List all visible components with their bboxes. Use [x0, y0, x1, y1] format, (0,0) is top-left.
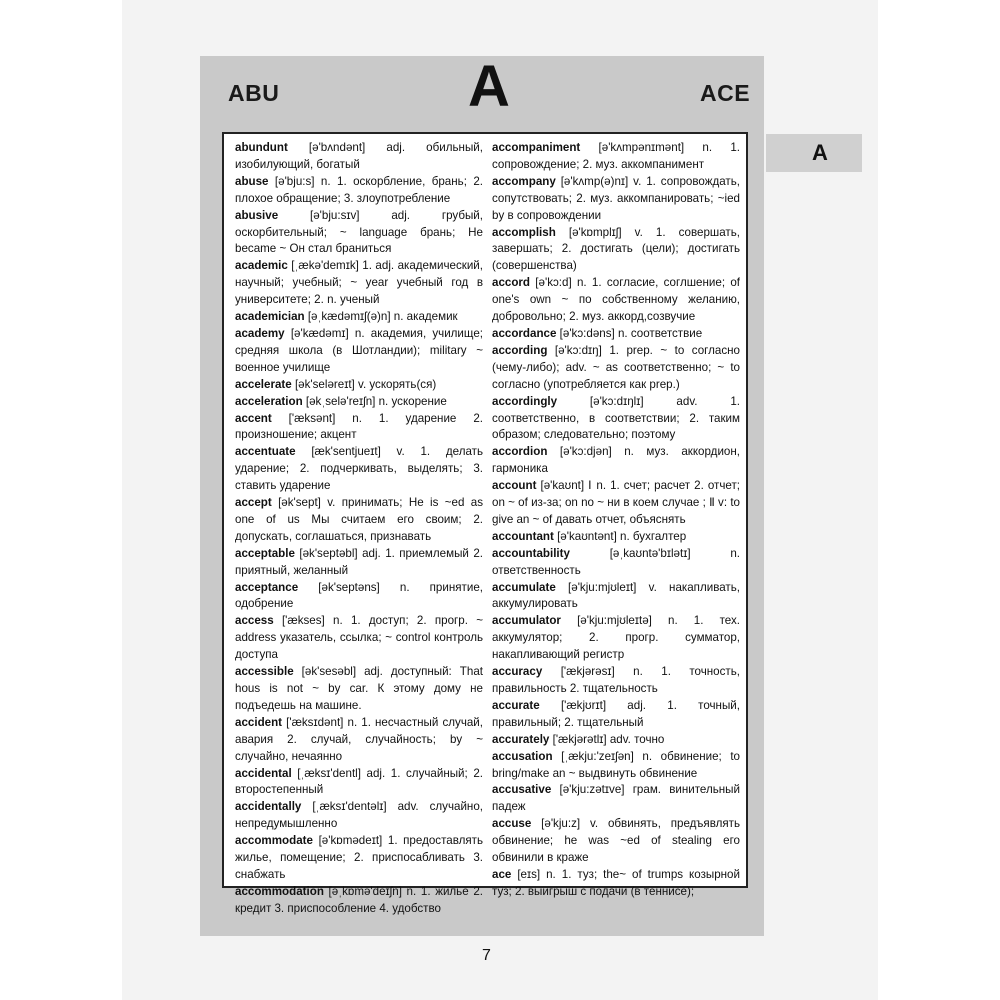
headword: access — [235, 614, 274, 628]
headword: accentuate — [235, 445, 296, 459]
entry-definition: [ə'kju:mjʊleɪt] v. накапливать, аккумулировать — [492, 580, 740, 611]
headword: accurately — [492, 732, 550, 746]
entry-definition: ['ækjərəsɪ] n. 1. точность, правильность 2. тщательность — [492, 665, 740, 695]
entry-definition: ['æksɪdənt] n. 1. несчастный случай, авария 2. случай, случайность; by ~ случайно, нечаянно — [235, 715, 483, 763]
entry-definition: [əˌkaʊntə'bɪlətɪ] n. ответственность — [492, 546, 740, 577]
dictionary-entry — [235, 208, 483, 259]
headword: accomplish — [492, 225, 556, 239]
dictionary-entry — [492, 275, 740, 326]
headword: accelerate — [235, 377, 292, 391]
dictionary-entry — [235, 546, 483, 580]
dictionary-entry — [492, 782, 740, 816]
entry-definition: [ə'kju:mjʊleɪtə] n. 1. тех. аккумулятор; 2. прогр. сумматор, накапливающий регистр — [492, 614, 740, 662]
dictionary-entry — [235, 326, 483, 377]
entry-definition: [ə'bju:s] n. 1. оскорбление, брань; 2. плохое обращение; 3. злоупотребление — [235, 174, 483, 205]
dictionary-content-box — [222, 132, 748, 915]
right-column — [492, 140, 740, 901]
headword: accountant — [492, 529, 554, 543]
headword: accompany — [492, 174, 556, 188]
dictionary-entry — [235, 715, 483, 766]
headword: accommodation — [235, 884, 324, 898]
dictionary-entry — [492, 326, 740, 343]
dictionary-entry — [492, 867, 740, 901]
headword: accusative — [492, 783, 552, 797]
headword: acceleration — [235, 394, 303, 408]
entry-definition: [ə'kɒmədeɪt] 1. предоставлять жилье, помещение; 2. приспосабливать 3. снабжать — [235, 834, 483, 881]
entry-definition: [ə'kædəmɪ] n. академия, училище; средняя школа (в Шотландии); military ~ военное училище — [235, 326, 483, 374]
dictionary-entry — [235, 258, 483, 309]
headword: acceptable — [235, 546, 295, 560]
entry-definition: [ə'bʌndənt] adj. обильный, изобилующий, богатый — [235, 141, 483, 171]
dictionary-entry — [235, 833, 483, 884]
dictionary-entry — [492, 613, 740, 664]
entry-definition: [ə'kju:z] v. обвинять, предъявлять обвинение; he was ~ed of stealing его обвинили в краже — [492, 817, 740, 865]
dictionary-entry — [235, 495, 483, 546]
headword: accident — [235, 715, 283, 729]
entry-definition: [əˌkædəmɪʃ(ə)n] n. академик — [304, 310, 458, 324]
headword: accurate — [492, 698, 540, 712]
guide-word-left: ABU — [228, 80, 280, 106]
headword: accordingly — [492, 394, 558, 408]
page-number: 7 — [482, 947, 491, 964]
headword: accumulator — [492, 614, 561, 628]
headword: accessible — [235, 665, 294, 679]
entry-definition: [ək'sesəbl] adj. доступный: That hous is not ~ by car. К этому дому не подъедешь на машине. — [235, 665, 483, 712]
entry-definition: [əkˌselə'reɪʃn] n. ускорение — [302, 394, 447, 408]
entry-definition: [ək'septəbl] adj. 1. приемлемый 2. приятный, желанный — [235, 546, 483, 577]
headword: accidentally — [235, 800, 302, 814]
headword: accord — [492, 276, 531, 290]
dictionary-entry — [492, 732, 740, 749]
headword: accordion — [492, 445, 548, 459]
dictionary-entry — [492, 749, 740, 783]
dictionary-entry — [492, 225, 740, 276]
headword: accidental — [235, 766, 292, 780]
headword: accuracy — [492, 665, 543, 679]
headword: ace — [492, 867, 512, 881]
headword: accommodate — [235, 834, 313, 848]
dictionary-entry — [235, 664, 483, 715]
dictionary-entry — [235, 580, 483, 614]
entry-definition: ['ækses] n. 1. доступ; 2. прогр. ~ address указатель, ссылка; ~ control контроль доступа — [235, 614, 483, 662]
entry-definition: [eɪs] n. 1. туз; the~ of trumps козырной туз; 2. выигрыш с подачи (в теннисе); — [492, 867, 740, 898]
entry-definition: [ˌæksɪ'dentəlɪ] adv. случайно, непредумышленно — [235, 800, 483, 831]
entry-definition: ['ækjʊrɪt] adj. 1. точный, правильный; 2. тщательный — [492, 698, 740, 729]
headword: account — [492, 479, 537, 493]
entry-definition: [ə'kʌmpənɪmənt] n. 1. сопровождение; 2. муз. аккомпанимент — [492, 141, 740, 171]
entry-definition: [ə'kaʊnt] Ⅰ n. 1. счет; расчет 2. отчет; on ~ of из-за; on no ~ ни в коем случае ; Ⅱ v: to give an ~ of давать отчет, объяснять — [492, 479, 740, 526]
entry-definition: [ˌæksɪ'dentl] adj. 1. случайный; 2. второстепенный — [235, 766, 483, 797]
entry-definition: [ə'kaʊntənt] n. бухгалтер — [553, 529, 687, 543]
entry-definition: [ə'kɔ:dɪŋlɪ] adv. 1. соответственно, в соответствии; 2. таким образом; следовательно; поэтому — [492, 394, 740, 442]
dictionary-entry — [492, 529, 740, 546]
entry-definition: ['æksənt] n. 1. ударение 2. произношение; акцент — [235, 411, 483, 442]
guide-word-right: ACE — [700, 80, 751, 106]
entry-definition: [ək'seləreɪt] v. ускорять(ся) — [291, 377, 437, 391]
entry-definition: [ˌækju:'zeɪʃən] n. обвинение; to bring/make an ~ выдвинуть обвинение — [492, 749, 740, 780]
entry-definition: [ə'kɔ:djən] n. муз. аккордион, гармоника — [492, 445, 740, 476]
headword: academic — [235, 259, 288, 273]
dictionary-entry — [235, 444, 483, 495]
headword: accuse — [492, 817, 532, 831]
dictionary-entry — [492, 444, 740, 478]
dictionary-entry — [492, 140, 740, 174]
entry-definition: [ək'sept] v. принимать; He is ~ed as one of us Мы считаем его своим; 2. допускать, соглашаться, признавать — [235, 496, 483, 543]
thumb-index-letter: A — [812, 140, 828, 165]
section-letter: A — [468, 54, 510, 119]
entry-definition: [əˌkɒmə'deɪʃn] n. 1. жилье 2. кредит 3. приспособление 4. удобство — [235, 884, 483, 915]
headword: abundunt — [235, 141, 288, 154]
dictionary-entry — [492, 698, 740, 732]
dictionary-entry — [235, 140, 483, 174]
dictionary-entry — [492, 343, 740, 394]
headword: accountability — [492, 546, 570, 560]
dictionary-entry — [235, 377, 483, 394]
headword: abuse — [235, 174, 269, 188]
dictionary-entry — [235, 884, 483, 918]
headword: accusation — [492, 749, 553, 763]
left-column — [235, 140, 483, 918]
dictionary-entry — [235, 411, 483, 445]
entry-definition: ['ækjərətlɪ] adv. точно — [549, 732, 665, 746]
dictionary-entry — [235, 613, 483, 664]
dictionary-entry — [235, 799, 483, 833]
dictionary-entry — [235, 394, 483, 411]
dictionary-entry — [235, 766, 483, 800]
dictionary-entry — [492, 580, 740, 614]
entry-definition: [ə'kɔ:d] n. 1. согласие, соглшение; of one's own ~ по собственному желанию, добровольно; 2. муз. аккорд,созвучие — [492, 276, 740, 324]
headword: academician — [235, 310, 305, 324]
headword: abusive — [235, 208, 279, 222]
dictionary-entry — [492, 174, 740, 225]
dictionary-entry — [492, 816, 740, 867]
entry-definition: [ə'kɒmplɪʃ] v. 1. совершать, завершать; 2. достигать (цели); достигать (совершенства) — [492, 225, 740, 273]
entry-definition: [ə'bju:sɪv] adj. грубый, оскорбительный; ~ language брань; He became ~ Он стал браниться — [235, 208, 483, 256]
entry-definition: [ə'kɔ:dɪŋ] 1. prep. ~ to согласно (чему-либо); adv. ~ as соответственно; ~ to согласно (употребляется как prep.) — [492, 343, 740, 391]
dictionary-entry — [235, 309, 483, 326]
headword: accent — [235, 411, 272, 425]
entry-definition: [ək'septəns] n. принятие, одобрение — [235, 580, 483, 611]
thumb-index-tab — [766, 134, 862, 172]
headword: accept — [235, 496, 272, 510]
dictionary-entry — [492, 546, 740, 580]
headword: accompaniment — [492, 141, 581, 154]
headword: academy — [235, 326, 285, 340]
headword: accordance — [492, 326, 557, 340]
entry-definition: [æk'sentjueɪt] v. 1. делать ударение; 2. подчеркивать, выделять; 3. ставить ударение — [235, 445, 483, 493]
entry-definition: [ə'kju:zətɪve] грам. винительный падеж — [492, 783, 740, 814]
entry-definition: [ə'kɔ:dəns] n. соответствие — [556, 326, 703, 340]
dictionary-entry — [492, 394, 740, 445]
dictionary-entry — [492, 478, 740, 529]
dictionary-entry — [492, 664, 740, 698]
entry-definition: [ə'kʌmp(ə)nɪ] v. 1. сопровождать, сопутствовать; 2. муз. аккомпанировать; ~ied by в сопровождении — [492, 174, 740, 222]
dictionary-entry — [235, 174, 483, 208]
headword: accumulate — [492, 580, 556, 594]
headword: according — [492, 343, 548, 357]
headword: acceptance — [235, 580, 299, 594]
entry-definition: [ˌækə'demɪk] 1. adj. академический, научный; учебный; ~ year учебный год в университете; 2. n. ученый — [235, 259, 483, 307]
